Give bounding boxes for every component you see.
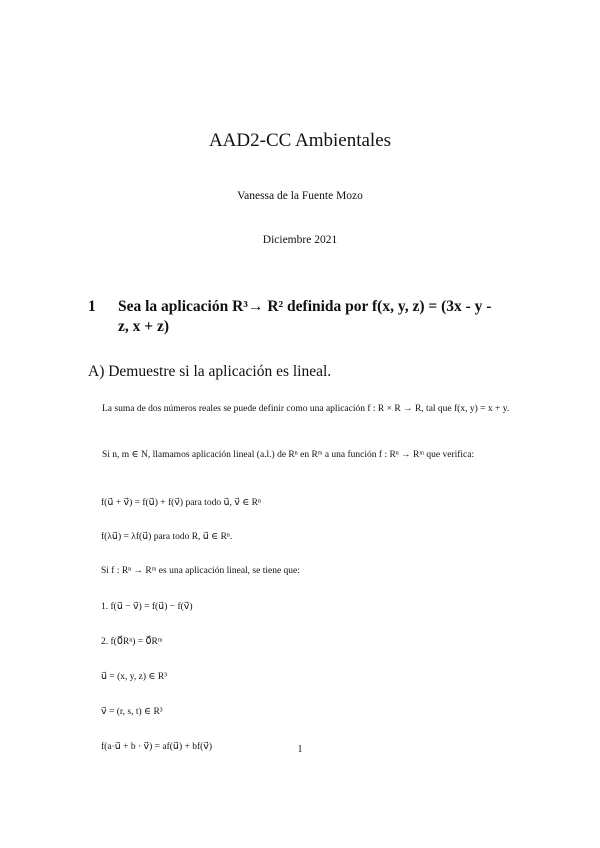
paragraph-linear-map-definition: Si n, m ∈ N, llamamos aplicación lineal (a.l.) de Rⁿ en Rᵐ a una función f : Rⁿ → Rᵐ que verifica: <box>102 450 475 460</box>
document-title: AAD2-CC Ambientales <box>208 130 392 151</box>
author-name: Vanessa de la Fuente Mozo <box>237 190 363 202</box>
linear-combination-equation: f(a·u⃗ + b · v⃗) = af(u⃗) + bf(v⃗) <box>101 742 213 752</box>
section-number: 1 <box>88 298 96 315</box>
section-title-line-1: Sea la aplicación R³→ R² definida por f(x, y, z) = (3x - y - <box>118 298 492 315</box>
document-date: Diciembre 2021 <box>262 234 338 246</box>
vector-u-definition: u⃗ = (x, y, z) ∈ R³ <box>101 672 168 682</box>
page-number: 1 <box>297 744 303 755</box>
property-homogeneity: f(λu⃗) = λf(u⃗) para todo R, u⃗ ∈ Rⁿ. <box>101 532 233 542</box>
section-heading <box>88 297 528 337</box>
consequence-intro: Si f : Rⁿ → Rᵐ es una aplicación lineal, se tiene que: <box>101 566 300 576</box>
property-additivity: f(u⃗ + v⃗) = f(u⃗) + f(v⃗) para todo u⃗, v⃗ ∈ Rⁿ <box>101 498 261 508</box>
subsection-heading: A) Demuestre si la aplicación es lineal. <box>88 363 332 380</box>
paragraph-sum-definition: La suma de dos números reales se puede definir como una aplicación f : R × R → R, tal que f(x, y) = x + y. <box>102 404 510 414</box>
section-title-line-2: z, x + z) <box>118 318 170 335</box>
consequence-2: 2. f(0⃗Rⁿ) = 0⃗Rᵐ <box>101 637 163 647</box>
consequence-1: 1. f(u⃗ − v⃗) = f(u⃗) − f(v⃗) <box>101 602 193 612</box>
vector-v-definition: v⃗ = (r, s, t) ∈ R³ <box>101 707 163 717</box>
